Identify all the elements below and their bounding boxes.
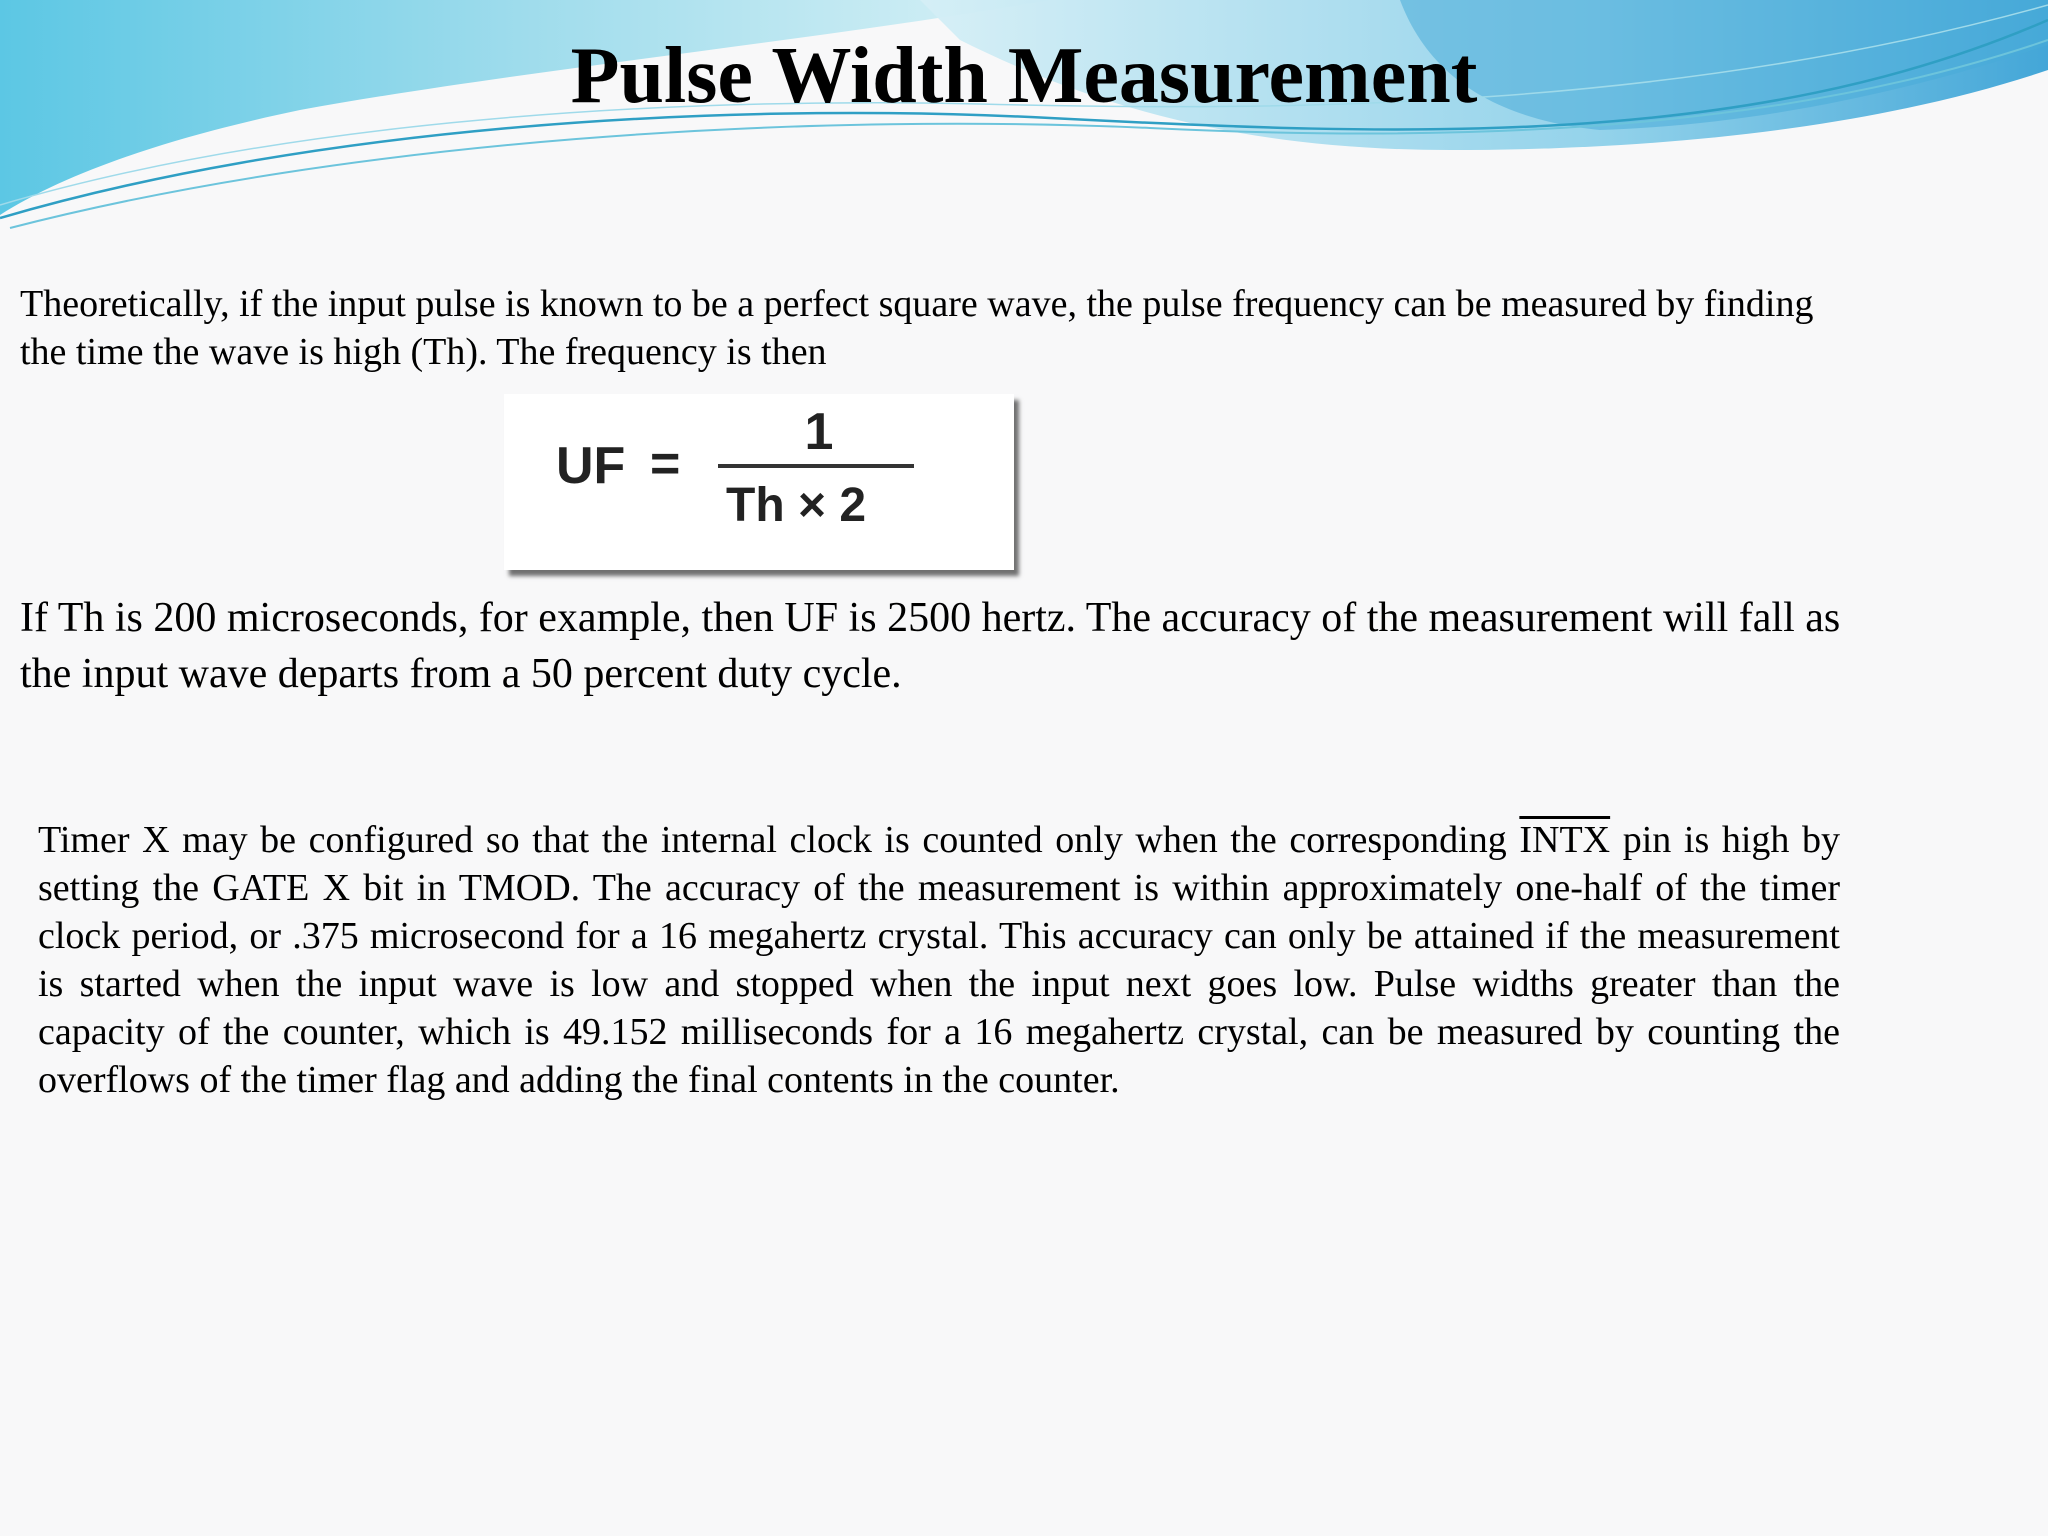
- formula-lhs: UF: [556, 437, 626, 495]
- intro-paragraph: Theoretically, if the input pulse is known to be a perfect square wave, the pulse frequency can be measured by finding the time the wave is high (Th). The frequency is then: [20, 283, 1814, 373]
- fraction-bar: [718, 464, 914, 468]
- slide-title: Pulse Width Measurement: [570, 32, 1478, 120]
- timer-paragraph: [38, 816, 1840, 1104]
- formula-equals: =: [650, 435, 681, 493]
- example-paragraph: If Th is 200 microseconds, for example, then UF is 2500 hertz. The accuracy of the measurement will fall as the input wave departs from a 50 percent duty cycle.: [20, 595, 1841, 697]
- formula-image: [504, 394, 1014, 570]
- formula-numerator: 1: [804, 403, 834, 461]
- timer-text-after: pin is high by setting the GATE X bit in TMOD. The accuracy of the measurement is within approximately one-half of the timer clock period, or .375 microsecond for a 16 megahertz crystal. This accuracy can only be attained if the measurement is started when the input wave is low and stopped when the input next goes low. Pulse widths greater than the capacity of the counter, which is 49.152 milliseconds for a 16 megahertz crystal, can be measured by counting the overflows of the timer flag and adding the final contents in the counter.: [38, 819, 1840, 1101]
- formula-denominator: Th × 2: [726, 479, 867, 532]
- intx-pin-label: INTX: [1519, 819, 1611, 861]
- timer-text-before: Timer X may be configured so that the internal clock is counted only when the corresponding: [38, 819, 1520, 861]
